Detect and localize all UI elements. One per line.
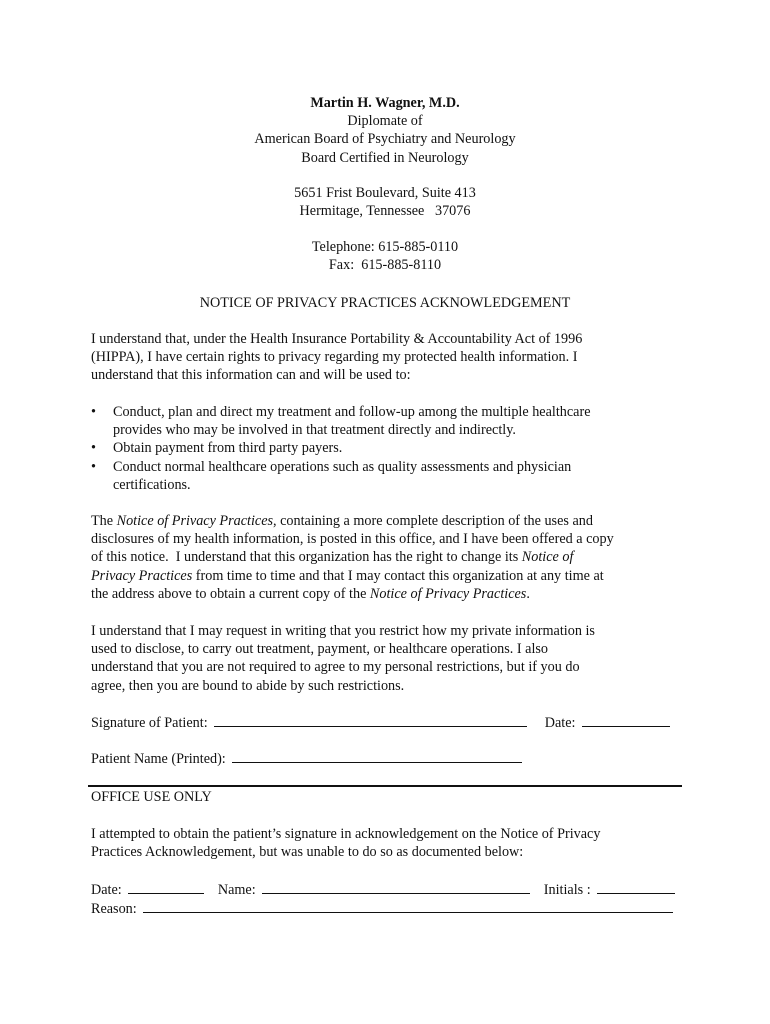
text-run: The bbox=[91, 513, 117, 529]
office-fields-row bbox=[91, 879, 675, 898]
text-run: of this notice. I understand that this organization has the right to change its bbox=[91, 549, 522, 566]
text-line: disclosures of my health information, is posted in this office, and I have been offered a copy bbox=[91, 531, 614, 548]
reason-row bbox=[91, 898, 673, 917]
list-item bbox=[91, 403, 683, 439]
notice-title-italic: Notice of bbox=[521, 549, 574, 566]
physician-name: Martin H. Wagner, M.D. bbox=[310, 95, 460, 111]
text-line bbox=[91, 567, 683, 585]
text-line: Conduct, plan and direct my treatment and follow-up among the multiple healthcare bbox=[113, 404, 591, 420]
bullet-marker: • bbox=[91, 404, 96, 420]
document-title: NOTICE OF PRIVACY PRACTICES ACKNOWLEDGEMENT bbox=[199, 295, 571, 311]
text-line: Obtain payment from third party payers. bbox=[113, 440, 343, 457]
text-line: certifications. bbox=[113, 476, 191, 493]
office-paragraph bbox=[91, 825, 683, 861]
list-item bbox=[91, 439, 683, 457]
reason-label: Reason: bbox=[91, 901, 137, 917]
text-run: . bbox=[526, 585, 530, 602]
certification-line: Board Certified in Neurology bbox=[301, 149, 469, 166]
patient-name-row bbox=[91, 748, 522, 767]
board-line: American Board of Psychiatry and Neurology bbox=[254, 131, 516, 148]
text-line: understand that this information can and will be used to: bbox=[91, 367, 411, 384]
signature-row bbox=[91, 712, 670, 731]
uses-list bbox=[91, 403, 683, 494]
list-item bbox=[91, 458, 683, 494]
diplomate-line: Diplomate of bbox=[347, 113, 423, 130]
notice-title-italic: Notice of Privacy Practices bbox=[369, 585, 527, 602]
text-run: from time to time and that I may contact this organization at any time at bbox=[192, 567, 604, 584]
text-run: the address above to obtain a current copy of the bbox=[91, 585, 370, 602]
section-divider bbox=[88, 785, 682, 787]
address-line-1: 5651 Frist Boulevard, Suite 413 bbox=[294, 185, 476, 202]
notice-title-italic: Privacy Practices bbox=[91, 567, 193, 584]
address-line-2: Hermitage, Tennessee 37076 bbox=[299, 203, 471, 220]
restriction-paragraph bbox=[91, 622, 683, 695]
office-use-heading: OFFICE USE ONLY bbox=[91, 789, 212, 805]
signature-field[interactable] bbox=[214, 712, 527, 727]
spacer bbox=[0, 167, 770, 184]
text-line: Conduct normal healthcare operations such as quality assessments and physician bbox=[113, 458, 572, 475]
initials-label: Initials : bbox=[543, 882, 591, 898]
text-line: provides who may be involved in that treatment directly and indirectly. bbox=[113, 422, 516, 439]
signature-label: Signature of Patient: bbox=[91, 715, 208, 731]
text-line: Practices Acknowledgement, but was unable to do so as documented below: bbox=[91, 844, 524, 861]
office-date-label: Date: bbox=[91, 882, 122, 898]
text-line: I understand that I may request in writing that you restrict how my private information is bbox=[91, 623, 595, 639]
bullet-marker: • bbox=[91, 440, 96, 457]
bullet-marker: • bbox=[91, 458, 96, 475]
letterhead bbox=[0, 94, 770, 274]
telephone: Telephone: 615-885-0110 bbox=[311, 238, 459, 255]
date-field[interactable] bbox=[582, 712, 670, 727]
office-name-label: Name: bbox=[217, 882, 256, 898]
text-line: understand that you are not required to agree to my personal restrictions, but if you do bbox=[91, 659, 580, 676]
text-line: (HIPPA), I have certain rights to privacy regarding my protected health information. I bbox=[91, 349, 578, 366]
text-line: agree, then you are bound to abide by such restrictions. bbox=[91, 677, 405, 694]
text-run: , containing a more complete description of the uses and bbox=[273, 513, 593, 529]
notice-paragraph bbox=[91, 512, 683, 603]
reason-field[interactable] bbox=[143, 898, 673, 913]
office-date-field[interactable] bbox=[128, 879, 204, 894]
intro-paragraph bbox=[91, 330, 683, 385]
spacer bbox=[0, 221, 770, 238]
notice-title-italic: Notice of Privacy Practices bbox=[116, 513, 274, 529]
patient-name-label: Patient Name (Printed): bbox=[91, 751, 226, 767]
initials-field[interactable] bbox=[597, 879, 675, 894]
text-line: used to disclose, to carry out treatment, payment, or healthcare operations. I also bbox=[91, 641, 548, 658]
text-line bbox=[91, 585, 683, 603]
text-line bbox=[91, 548, 683, 566]
office-name-field[interactable] bbox=[262, 879, 530, 894]
text-line bbox=[91, 512, 683, 530]
text-line: I attempted to obtain the patient’s signature in acknowledgement on the Notice of Privacy bbox=[91, 826, 601, 842]
patient-name-field[interactable] bbox=[232, 748, 522, 763]
text-line: I understand that, under the Health Insurance Portability & Accountability Act of 1996 bbox=[91, 331, 583, 347]
date-label: Date: bbox=[544, 715, 576, 731]
fax: Fax: 615-885-8110 bbox=[328, 257, 442, 274]
